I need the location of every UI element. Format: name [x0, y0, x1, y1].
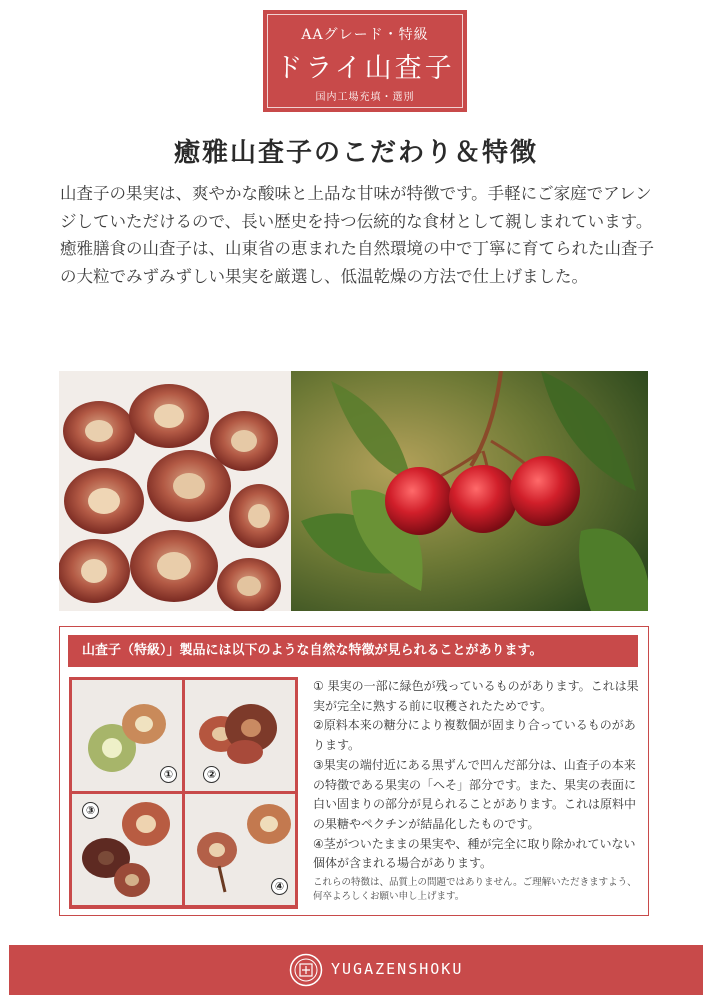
feature-notes [313, 677, 641, 904]
brand-seal-icon [289, 953, 323, 987]
intro-paragraph-2: 癒雅膳食の山査子は、山東省の恵まれた自然環境の中で丁寧に育てられた山査子の大粒でみずみずしい果実を厳選し、低温乾燥の方法で仕上げました。 [60, 239, 654, 286]
grade-label: AAグレード・特級 [301, 27, 429, 43]
disclaimer: これらの特徴は、品質上の問題ではありません。ご理解いただきますよう、何卒よろしくお願い申し上げます。 [313, 877, 637, 903]
intro-paragraph-1: 山査子の果実は、爽やかな酸味と上品な甘味が特徴です。手軽にご家庭でアレンジしていただけるので、長い歴史を持つ伝統的な食材として親しまれています。 [60, 184, 653, 231]
brand-name: YUGAZENSHOKU [331, 960, 464, 978]
cell-number-1: ① [160, 766, 177, 783]
feature-photo-4 [185, 794, 295, 905]
badge-subtitle: 国内工場充填・選別 [315, 92, 415, 103]
features-banner: 山査子（特級）」製品には以下のような自然な特徴が見られることがあります。 [68, 635, 638, 667]
feature-photo-3 [72, 794, 182, 905]
hawthorn-berries-photo [291, 371, 648, 611]
feature-photo-2 [185, 680, 295, 791]
cell-number-2: ② [203, 766, 220, 783]
dried-hawthorn-photo [59, 371, 291, 611]
cell-number-3: ③ [82, 802, 99, 819]
features-box [59, 626, 649, 916]
note-1: ① 果実の一部に緑色が残っているものがあります。これは果実が完全に熟する前に収穫されたためです。 [313, 679, 639, 713]
footer-bar [9, 945, 703, 995]
note-3: ③果実の端付近にある黒ずんで凹んだ部分は、山査子の本来の特徴である果実の「へそ」部分です。また、果実の表面に白い固まりの部分が見られることがあります。これは原料中の果糖やペクチンが結晶化したものです。 [313, 757, 637, 831]
product-badge [263, 10, 467, 112]
feature-photo-grid [69, 677, 298, 909]
product-title: ドライ山査子 [275, 53, 455, 84]
feature-photo-1 [72, 680, 182, 791]
section-heading: 癒雅山査子のこだわり＆特徴 [173, 138, 538, 168]
intro-text [60, 180, 660, 290]
note-2: ②原料本来の糖分により複数個が固まり合っているものがあります。 [313, 718, 636, 753]
cell-number-4: ④ [271, 878, 288, 895]
note-4: ④茎がついたままの果実や、種が完全に取り除かれていない個体が含まれる場合があります。 [313, 836, 636, 871]
